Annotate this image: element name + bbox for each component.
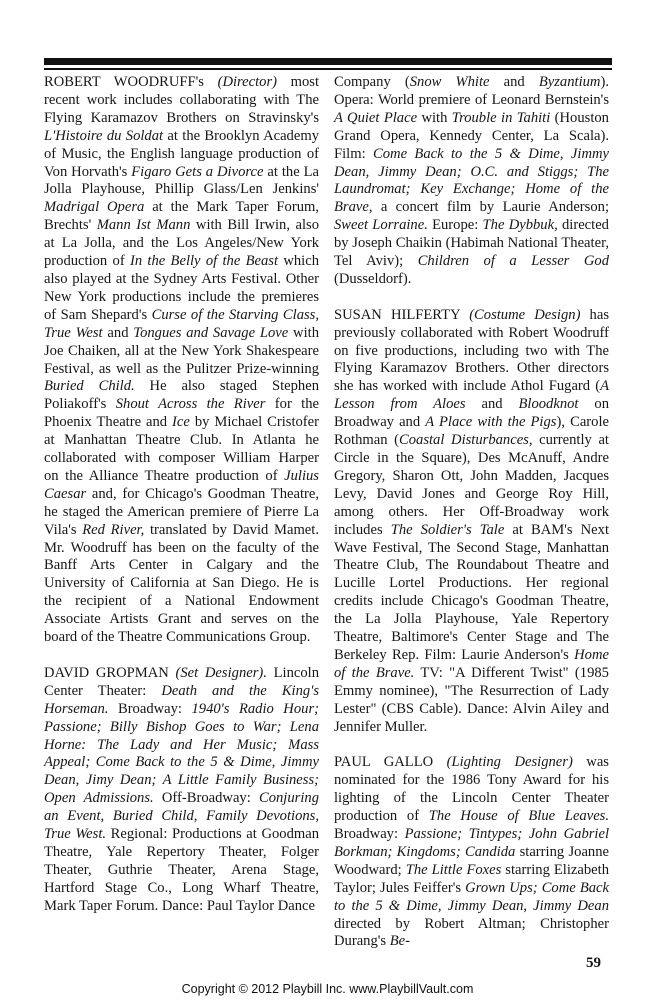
text-run: at the Brooklyn Academy of Music, the English language production of Von Horvath's — [44, 127, 319, 180]
italic-text: Be- — [389, 933, 410, 950]
text-run: (Houston Grand Opera, Kennedy Center, La Scala). Film: — [334, 109, 609, 162]
italic-text: (Set Designer). — [175, 664, 267, 681]
header-rule-thin — [44, 68, 612, 70]
italic-text: (Costume Design) — [469, 306, 581, 323]
text-run: was nominated for the 1986 Tony Award for his lighting of the Lincoln Center Theater production of — [334, 754, 609, 825]
text-run: most recent work includes collaborating with The Flying Karamazov Brothers on Stravinsky's — [44, 74, 319, 126]
italic-text: Snow White — [409, 74, 490, 90]
text-run: Europe: — [427, 217, 483, 234]
italic-text: The Little Foxes — [405, 861, 502, 878]
text-run: has previously collaborated with Robert Woodruff on five productions, including two with The Flying Karamazov Brothers. Other directors she has worked with include Athol Fugard ( — [334, 306, 609, 395]
bio-paragraph — [334, 754, 609, 951]
italic-text: Conjuring an Event, Buried Child, Family Devotions, True West. — [44, 790, 319, 843]
italic-text: Trouble in Tahiti — [451, 109, 551, 126]
text-run: for the Phoenix Theatre and — [44, 396, 319, 431]
text-run: starring Joanne Woodward; — [334, 843, 609, 878]
text-run: directed by Robert Altman; Christopher Durang's — [334, 915, 609, 950]
italic-text: Red River, — [82, 521, 145, 538]
text-run: Company ( — [334, 74, 410, 90]
italic-text: Coastal Disturbances, — [399, 432, 533, 449]
text-run: Broadway: — [334, 826, 405, 843]
italic-text: Come Back to the 5 & Dime, Jimmy Dean, Jimmy Dean; O.C. and Stiggs; The Laundromat; Key Exchange; Home of the Brave, — [334, 145, 610, 216]
italic-text: The House of Blue Leaves. — [428, 808, 610, 825]
italic-text: Children of a Lesser God — [417, 253, 609, 270]
text-run: SUSAN HILFERTY — [334, 306, 470, 323]
italic-text: Home of the Brave. — [334, 646, 609, 681]
text-run: He also staged Stephen Poliakoff's — [44, 378, 319, 413]
italic-text: Buried Child. — [44, 378, 135, 395]
text-run: directed by Joseph Chaikin (Habimah National Theater, Tel Aviv); — [334, 217, 609, 270]
text-run: translated by David Mamet. Mr. Woodruff has been on the faculty of the Banff Arts Center in Calgary and the University of California at San Diego. He is the recipient of a National Endowment Associate Artists Grant and serves on the board of the Theatre Communications Group. — [44, 521, 319, 646]
text-run: PAUL GALLO — [334, 754, 447, 771]
italic-text: Shout Across the River — [115, 396, 266, 413]
italic-text: A Lesson from Aloes — [334, 378, 609, 413]
italic-text: A Quiet Place — [334, 109, 418, 126]
italic-text: The Soldier's Tale — [390, 521, 505, 538]
text-run: DAVID GROPMAN — [44, 664, 176, 681]
text-run: Broadway: — [108, 700, 192, 717]
right-column — [334, 74, 609, 951]
text-run: which also played at the Sydney Arts Festival. Other New York productions include the premieres of Sam Shepard's — [44, 253, 319, 323]
italic-text: In the Belly of the Beast — [129, 253, 279, 270]
text-run: at the Mark Taper Forum, Brechts' — [44, 199, 319, 234]
header-rule-thick — [44, 58, 612, 65]
text-run: at BAM's Next Wave Festival, The Second Stage, Manhattan Theatre Club, The Roundabout Theatre and Lucille Lortel Productions. Her regional credits include Chicago's Goodman Theatre, the La Jolla Playhouse, Yale Repertory Theatre, Baltimore's Center Stage and The Berkeley Rep. Film: Laurie Anderson's — [334, 521, 610, 663]
italic-text: Ice — [172, 414, 190, 431]
copyright-footer: Copyright © 2012 Playbill Inc. www.PlaybillVault.com — [181, 982, 474, 996]
italic-text: The Dybbuk, — [482, 217, 558, 234]
bio-paragraph — [44, 665, 319, 916]
text-run: and, for Chicago's Goodman Theatre, he staged the American premiere of Pierre La Vila's — [44, 485, 319, 538]
text-run: currently at Circle in the Square), Des McAnuff, Andre Gregory, Sharon Ott, John Madden, Jacques Levy, David Jones and George Roy Hill, among others. Her Off-Broadway work includes — [334, 432, 609, 538]
text-run: by Michael Cristofer at Manhattan Theatre Club. In Atlanta he collaborated with composer William Harper on the Alliance Theatre production of — [44, 414, 319, 484]
text-run: at the La Jolla Playhouse, Phillip Glass/Len Jenkins' — [44, 163, 319, 198]
text-run: (Dusseldorf). — [334, 270, 412, 287]
left-column — [44, 74, 319, 916]
text-run: with — [417, 109, 452, 126]
text-run: Regional: Productions at Goodman Theatre, Yale Repertory Theater, Folger Theater, Guthrie Theater, Arena Stage, Hartford Stage Co., Long Wharf Theatre, Mark Taper Forum. Dance: Paul Taylor Dance — [44, 826, 319, 914]
italic-text: (Lighting Designer) — [446, 754, 573, 771]
italic-text: Death and the King's Horseman. — [44, 682, 320, 717]
italic-text: Tongues and Savage Love — [133, 324, 289, 341]
bio-paragraph — [334, 307, 609, 737]
text-run: with Joe Chaiken, all at the New York Shakespeare Festival, as well as the Pulitzer Prize-winning — [44, 324, 320, 377]
text-run: and — [489, 74, 539, 90]
italic-text: Curse of the Starving Class, True West — [44, 306, 319, 341]
italic-text: 1940's Radio Hour; Passione; Billy Bishop Goes to War; Lena Horne: The Lady and Her Music; Mass Appeal; Come Back to the 5 & Dime, Jimmy Dean, Jimy Dean; A Little Family Business; Open Admissions. — [44, 700, 319, 807]
italic-text: Figaro Gets a Divorce — [131, 163, 264, 180]
italic-text: Byzantium — [538, 74, 601, 90]
text-run: ROBERT WOODRUFF's — [44, 74, 218, 90]
page-number: 59 — [586, 955, 601, 971]
text-run: a concert film by Laurie Anderson; — [372, 199, 609, 216]
text-run: ), Carole Rothman ( — [334, 414, 609, 449]
italic-text: Bloodknot — [518, 396, 579, 413]
italic-text: Passione; Tintypes; John Gabriel Borkman; Kingdoms; Candida — [334, 826, 610, 860]
italic-text: Grown Ups; Come Back to the 5 & Dime, Jimmy Dean, Jimmy Dean — [334, 879, 609, 914]
italic-text: (Director) — [217, 74, 278, 90]
italic-text: Julius Caesar — [44, 467, 319, 502]
text-run: on Broadway and — [334, 396, 609, 431]
text-run: and — [102, 324, 134, 341]
text-run: TV: "A Different Twist" (1985 Emmy nominee), "The Resurrection of Lady Lester" (CBS Cable). Dance: Alvin Ailey and Jennifer Muller. — [334, 664, 609, 735]
italic-text: Sweet Lorraine. — [334, 217, 428, 234]
italic-text: L'Histoire du Soldat — [44, 127, 164, 144]
text-run: Lincoln Center Theater: — [44, 664, 319, 699]
text-run: and — [465, 396, 519, 413]
text-run: ). Opera: World premiere of Leonard Bernstein's — [334, 74, 609, 108]
italic-text: Madrigal Opera — [44, 199, 145, 216]
bio-paragraph — [334, 74, 609, 289]
text-run: with Bill Irwin, also at La Jolla, and the Los Angeles/New York production of — [44, 217, 319, 270]
bio-paragraph — [44, 74, 319, 647]
text-run: Off-Broadway: — [153, 790, 259, 807]
text-run: starring Elizabeth Taylor; Jules Feiffer's — [334, 861, 609, 896]
italic-text: A Place with the Pigs — [425, 414, 557, 431]
italic-text: Mann Ist Mann — [96, 217, 191, 234]
